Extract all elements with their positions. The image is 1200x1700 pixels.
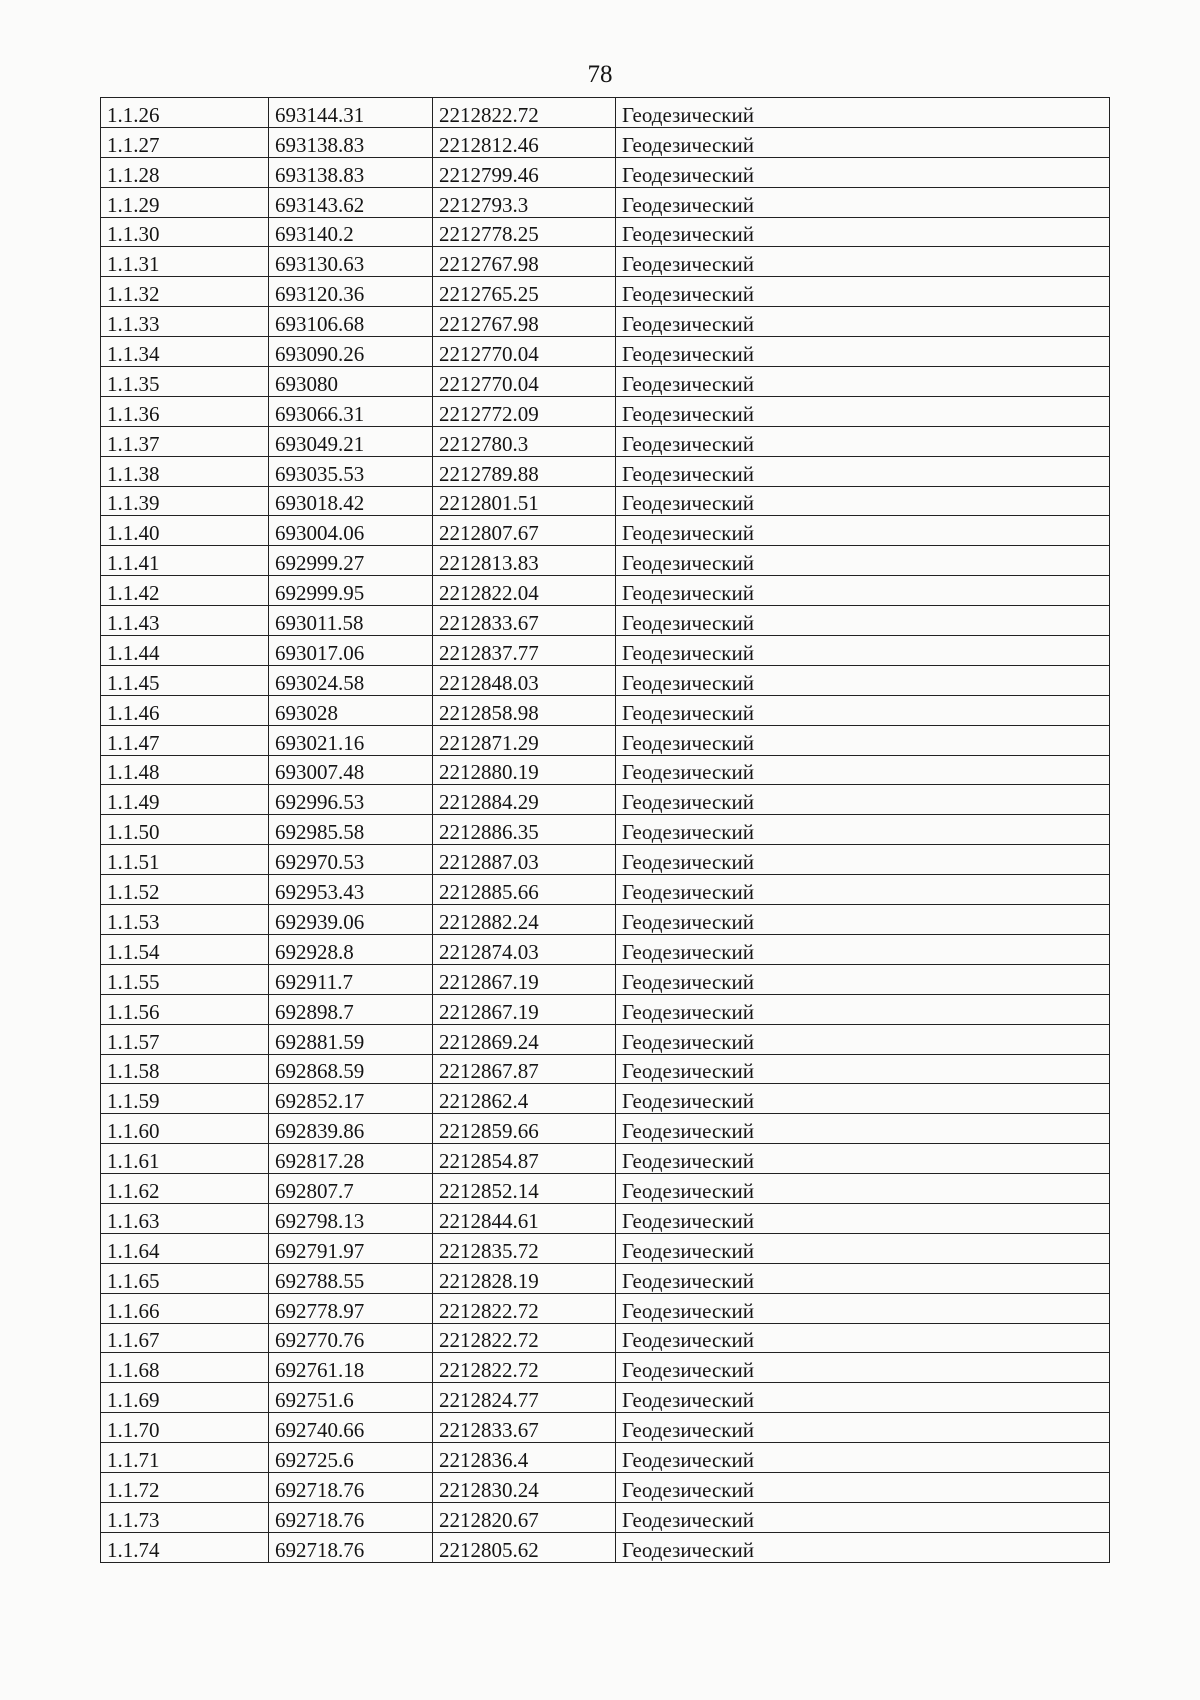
y-coordinate-cell: 2212770.04 bbox=[433, 337, 616, 367]
y-coordinate-cell: 2212822.72 bbox=[433, 98, 616, 128]
table-row bbox=[101, 964, 1110, 994]
x-coordinate-cell: 693120.36 bbox=[269, 277, 433, 307]
point-number-cell: 1.1.74 bbox=[101, 1532, 269, 1562]
point-type-cell: Геодезический bbox=[616, 127, 1110, 157]
point-type-cell: Геодезический bbox=[616, 1532, 1110, 1562]
point-number-cell: 1.1.28 bbox=[101, 157, 269, 187]
y-coordinate-cell: 2212770.04 bbox=[433, 367, 616, 397]
x-coordinate-cell: 693144.31 bbox=[269, 98, 433, 128]
y-coordinate-cell: 2212854.87 bbox=[433, 1144, 616, 1174]
point-type-cell: Геодезический bbox=[616, 1383, 1110, 1413]
table-row bbox=[101, 1443, 1110, 1473]
table-row bbox=[101, 337, 1110, 367]
point-type-cell: Геодезический bbox=[616, 934, 1110, 964]
table-row bbox=[101, 905, 1110, 935]
y-coordinate-cell: 2212822.04 bbox=[433, 576, 616, 606]
point-number-cell: 1.1.59 bbox=[101, 1084, 269, 1114]
y-coordinate-cell: 2212799.46 bbox=[433, 157, 616, 187]
y-coordinate-cell: 2212880.19 bbox=[433, 755, 616, 785]
x-coordinate-cell: 692718.76 bbox=[269, 1472, 433, 1502]
x-coordinate-cell: 692788.55 bbox=[269, 1263, 433, 1293]
point-number-cell: 1.1.67 bbox=[101, 1323, 269, 1353]
x-coordinate-cell: 692996.53 bbox=[269, 785, 433, 815]
point-type-cell: Геодезический bbox=[616, 1323, 1110, 1353]
point-type-cell: Геодезический bbox=[616, 695, 1110, 725]
point-number-cell: 1.1.56 bbox=[101, 994, 269, 1024]
x-coordinate-cell: 693130.63 bbox=[269, 247, 433, 277]
table-row bbox=[101, 546, 1110, 576]
table-row bbox=[101, 277, 1110, 307]
table-row bbox=[101, 606, 1110, 636]
point-number-cell: 1.1.33 bbox=[101, 307, 269, 337]
y-coordinate-cell: 2212833.67 bbox=[433, 606, 616, 636]
point-number-cell: 1.1.47 bbox=[101, 725, 269, 755]
point-type-cell: Геодезический bbox=[616, 815, 1110, 845]
point-type-cell: Геодезический bbox=[616, 1203, 1110, 1233]
point-type-cell: Геодезический bbox=[616, 277, 1110, 307]
table-row bbox=[101, 1054, 1110, 1084]
x-coordinate-cell: 693049.21 bbox=[269, 426, 433, 456]
point-number-cell: 1.1.64 bbox=[101, 1233, 269, 1263]
point-number-cell: 1.1.34 bbox=[101, 337, 269, 367]
x-coordinate-cell: 692778.97 bbox=[269, 1293, 433, 1323]
y-coordinate-cell: 2212820.67 bbox=[433, 1502, 616, 1532]
point-type-cell: Геодезический bbox=[616, 1502, 1110, 1532]
point-number-cell: 1.1.44 bbox=[101, 636, 269, 666]
x-coordinate-cell: 693017.06 bbox=[269, 636, 433, 666]
point-number-cell: 1.1.71 bbox=[101, 1443, 269, 1473]
x-coordinate-cell: 693007.48 bbox=[269, 755, 433, 785]
y-coordinate-cell: 2212886.35 bbox=[433, 815, 616, 845]
point-type-cell: Геодезический bbox=[616, 98, 1110, 128]
x-coordinate-cell: 693021.16 bbox=[269, 725, 433, 755]
y-coordinate-cell: 2212858.98 bbox=[433, 695, 616, 725]
point-number-cell: 1.1.31 bbox=[101, 247, 269, 277]
point-type-cell: Геодезический bbox=[616, 1443, 1110, 1473]
x-coordinate-cell: 692999.27 bbox=[269, 546, 433, 576]
x-coordinate-cell: 692807.7 bbox=[269, 1174, 433, 1204]
table-row bbox=[101, 636, 1110, 666]
point-type-cell: Геодезический bbox=[616, 1293, 1110, 1323]
y-coordinate-cell: 2212765.25 bbox=[433, 277, 616, 307]
table-row bbox=[101, 1024, 1110, 1054]
x-coordinate-cell: 692770.76 bbox=[269, 1323, 433, 1353]
table-row bbox=[101, 98, 1110, 128]
point-number-cell: 1.1.42 bbox=[101, 576, 269, 606]
point-number-cell: 1.1.66 bbox=[101, 1293, 269, 1323]
x-coordinate-cell: 692817.28 bbox=[269, 1144, 433, 1174]
point-type-cell: Геодезический bbox=[616, 1114, 1110, 1144]
x-coordinate-cell: 693024.58 bbox=[269, 665, 433, 695]
point-number-cell: 1.1.50 bbox=[101, 815, 269, 845]
point-number-cell: 1.1.69 bbox=[101, 1383, 269, 1413]
point-number-cell: 1.1.60 bbox=[101, 1114, 269, 1144]
point-number-cell: 1.1.30 bbox=[101, 217, 269, 247]
point-number-cell: 1.1.70 bbox=[101, 1413, 269, 1443]
y-coordinate-cell: 2212836.4 bbox=[433, 1443, 616, 1473]
point-type-cell: Геодезический bbox=[616, 157, 1110, 187]
x-coordinate-cell: 692718.76 bbox=[269, 1532, 433, 1562]
point-type-cell: Геодезический bbox=[616, 337, 1110, 367]
point-number-cell: 1.1.52 bbox=[101, 875, 269, 905]
table-row bbox=[101, 665, 1110, 695]
table-row bbox=[101, 1472, 1110, 1502]
y-coordinate-cell: 2212887.03 bbox=[433, 845, 616, 875]
point-type-cell: Геодезический bbox=[616, 546, 1110, 576]
y-coordinate-cell: 2212862.4 bbox=[433, 1084, 616, 1114]
point-type-cell: Геодезический bbox=[616, 785, 1110, 815]
table-row bbox=[101, 1263, 1110, 1293]
y-coordinate-cell: 2212867.19 bbox=[433, 994, 616, 1024]
point-number-cell: 1.1.54 bbox=[101, 934, 269, 964]
table-row bbox=[101, 1174, 1110, 1204]
point-type-cell: Геодезический bbox=[616, 307, 1110, 337]
point-type-cell: Геодезический bbox=[616, 994, 1110, 1024]
point-type-cell: Геодезический bbox=[616, 1263, 1110, 1293]
point-number-cell: 1.1.36 bbox=[101, 396, 269, 426]
y-coordinate-cell: 2212822.72 bbox=[433, 1353, 616, 1383]
point-type-cell: Геодезический bbox=[616, 1472, 1110, 1502]
table-row bbox=[101, 426, 1110, 456]
y-coordinate-cell: 2212789.88 bbox=[433, 456, 616, 486]
point-number-cell: 1.1.27 bbox=[101, 127, 269, 157]
x-coordinate-cell: 693080 bbox=[269, 367, 433, 397]
point-number-cell: 1.1.57 bbox=[101, 1024, 269, 1054]
x-coordinate-cell: 693028 bbox=[269, 695, 433, 725]
point-number-cell: 1.1.43 bbox=[101, 606, 269, 636]
x-coordinate-cell: 693066.31 bbox=[269, 396, 433, 426]
point-type-cell: Геодезический bbox=[616, 247, 1110, 277]
point-number-cell: 1.1.32 bbox=[101, 277, 269, 307]
x-coordinate-cell: 693090.26 bbox=[269, 337, 433, 367]
y-coordinate-cell: 2212852.14 bbox=[433, 1174, 616, 1204]
x-coordinate-cell: 693140.2 bbox=[269, 217, 433, 247]
point-type-cell: Геодезический bbox=[616, 636, 1110, 666]
table-row bbox=[101, 1084, 1110, 1114]
point-type-cell: Геодезический bbox=[616, 964, 1110, 994]
x-coordinate-cell: 692718.76 bbox=[269, 1502, 433, 1532]
point-number-cell: 1.1.39 bbox=[101, 486, 269, 516]
point-number-cell: 1.1.37 bbox=[101, 426, 269, 456]
x-coordinate-cell: 693035.53 bbox=[269, 456, 433, 486]
x-coordinate-cell: 693004.06 bbox=[269, 516, 433, 546]
point-number-cell: 1.1.40 bbox=[101, 516, 269, 546]
coordinates-table bbox=[100, 97, 1110, 1563]
y-coordinate-cell: 2212867.19 bbox=[433, 964, 616, 994]
point-number-cell: 1.1.68 bbox=[101, 1353, 269, 1383]
table-row bbox=[101, 815, 1110, 845]
y-coordinate-cell: 2212822.72 bbox=[433, 1323, 616, 1353]
y-coordinate-cell: 2212807.67 bbox=[433, 516, 616, 546]
y-coordinate-cell: 2212885.66 bbox=[433, 875, 616, 905]
point-number-cell: 1.1.72 bbox=[101, 1472, 269, 1502]
table-row bbox=[101, 486, 1110, 516]
y-coordinate-cell: 2212882.24 bbox=[433, 905, 616, 935]
table-row bbox=[101, 307, 1110, 337]
y-coordinate-cell: 2212767.98 bbox=[433, 307, 616, 337]
y-coordinate-cell: 2212822.72 bbox=[433, 1293, 616, 1323]
x-coordinate-cell: 693143.62 bbox=[269, 187, 433, 217]
point-number-cell: 1.1.38 bbox=[101, 456, 269, 486]
table-row bbox=[101, 1293, 1110, 1323]
table-row bbox=[101, 1532, 1110, 1562]
y-coordinate-cell: 2212869.24 bbox=[433, 1024, 616, 1054]
table-row bbox=[101, 1203, 1110, 1233]
y-coordinate-cell: 2212780.3 bbox=[433, 426, 616, 456]
table-row bbox=[101, 1353, 1110, 1383]
table-row bbox=[101, 1323, 1110, 1353]
table-row bbox=[101, 875, 1110, 905]
y-coordinate-cell: 2212835.72 bbox=[433, 1233, 616, 1263]
point-type-cell: Геодезический bbox=[616, 486, 1110, 516]
table-row bbox=[101, 755, 1110, 785]
x-coordinate-cell: 692911.7 bbox=[269, 964, 433, 994]
point-number-cell: 1.1.61 bbox=[101, 1144, 269, 1174]
table-row bbox=[101, 187, 1110, 217]
y-coordinate-cell: 2212871.29 bbox=[433, 725, 616, 755]
point-number-cell: 1.1.51 bbox=[101, 845, 269, 875]
point-number-cell: 1.1.26 bbox=[101, 98, 269, 128]
y-coordinate-cell: 2212833.67 bbox=[433, 1413, 616, 1443]
point-type-cell: Геодезический bbox=[616, 1413, 1110, 1443]
table-row bbox=[101, 516, 1110, 546]
y-coordinate-cell: 2212805.62 bbox=[433, 1532, 616, 1562]
x-coordinate-cell: 692791.97 bbox=[269, 1233, 433, 1263]
point-number-cell: 1.1.62 bbox=[101, 1174, 269, 1204]
y-coordinate-cell: 2212844.61 bbox=[433, 1203, 616, 1233]
point-type-cell: Геодезический bbox=[616, 516, 1110, 546]
table-row bbox=[101, 1233, 1110, 1263]
page-number: 78 bbox=[587, 61, 613, 88]
y-coordinate-cell: 2212837.77 bbox=[433, 636, 616, 666]
point-number-cell: 1.1.48 bbox=[101, 755, 269, 785]
point-type-cell: Геодезический bbox=[616, 1233, 1110, 1263]
y-coordinate-cell: 2212824.77 bbox=[433, 1383, 616, 1413]
x-coordinate-cell: 693138.83 bbox=[269, 157, 433, 187]
point-type-cell: Геодезический bbox=[616, 396, 1110, 426]
point-type-cell: Геодезический bbox=[616, 1353, 1110, 1383]
point-type-cell: Геодезический bbox=[616, 1144, 1110, 1174]
point-type-cell: Геодезический bbox=[616, 725, 1110, 755]
x-coordinate-cell: 692928.8 bbox=[269, 934, 433, 964]
point-number-cell: 1.1.63 bbox=[101, 1203, 269, 1233]
table-row bbox=[101, 695, 1110, 725]
x-coordinate-cell: 693018.42 bbox=[269, 486, 433, 516]
table-row bbox=[101, 1114, 1110, 1144]
point-type-cell: Геодезический bbox=[616, 426, 1110, 456]
point-type-cell: Геодезический bbox=[616, 576, 1110, 606]
point-number-cell: 1.1.46 bbox=[101, 695, 269, 725]
point-number-cell: 1.1.58 bbox=[101, 1054, 269, 1084]
x-coordinate-cell: 692761.18 bbox=[269, 1353, 433, 1383]
x-coordinate-cell: 692868.59 bbox=[269, 1054, 433, 1084]
x-coordinate-cell: 693011.58 bbox=[269, 606, 433, 636]
x-coordinate-cell: 692898.7 bbox=[269, 994, 433, 1024]
table-row bbox=[101, 157, 1110, 187]
point-number-cell: 1.1.35 bbox=[101, 367, 269, 397]
point-type-cell: Геодезический bbox=[616, 755, 1110, 785]
y-coordinate-cell: 2212801.51 bbox=[433, 486, 616, 516]
point-number-cell: 1.1.45 bbox=[101, 665, 269, 695]
y-coordinate-cell: 2212767.98 bbox=[433, 247, 616, 277]
x-coordinate-cell: 692881.59 bbox=[269, 1024, 433, 1054]
point-type-cell: Геодезический bbox=[616, 665, 1110, 695]
point-number-cell: 1.1.65 bbox=[101, 1263, 269, 1293]
table-row bbox=[101, 217, 1110, 247]
table-row bbox=[101, 127, 1110, 157]
point-type-cell: Геодезический bbox=[616, 1054, 1110, 1084]
point-type-cell: Геодезический bbox=[616, 875, 1110, 905]
y-coordinate-cell: 2212778.25 bbox=[433, 217, 616, 247]
x-coordinate-cell: 692751.6 bbox=[269, 1383, 433, 1413]
y-coordinate-cell: 2212793.3 bbox=[433, 187, 616, 217]
table-row bbox=[101, 247, 1110, 277]
table-row bbox=[101, 367, 1110, 397]
table-row bbox=[101, 576, 1110, 606]
table-row bbox=[101, 1383, 1110, 1413]
point-type-cell: Геодезический bbox=[616, 1174, 1110, 1204]
x-coordinate-cell: 692740.66 bbox=[269, 1413, 433, 1443]
table-row bbox=[101, 934, 1110, 964]
table-row bbox=[101, 785, 1110, 815]
x-coordinate-cell: 692985.58 bbox=[269, 815, 433, 845]
x-coordinate-cell: 692939.06 bbox=[269, 905, 433, 935]
y-coordinate-cell: 2212830.24 bbox=[433, 1472, 616, 1502]
point-type-cell: Геодезический bbox=[616, 367, 1110, 397]
point-type-cell: Геодезический bbox=[616, 845, 1110, 875]
point-number-cell: 1.1.53 bbox=[101, 905, 269, 935]
y-coordinate-cell: 2212813.83 bbox=[433, 546, 616, 576]
x-coordinate-cell: 692839.86 bbox=[269, 1114, 433, 1144]
table-row bbox=[101, 1144, 1110, 1174]
x-coordinate-cell: 692852.17 bbox=[269, 1084, 433, 1114]
table-row bbox=[101, 396, 1110, 426]
y-coordinate-cell: 2212874.03 bbox=[433, 934, 616, 964]
point-type-cell: Геодезический bbox=[616, 1084, 1110, 1114]
x-coordinate-cell: 692798.13 bbox=[269, 1203, 433, 1233]
y-coordinate-cell: 2212812.46 bbox=[433, 127, 616, 157]
x-coordinate-cell: 692725.6 bbox=[269, 1443, 433, 1473]
x-coordinate-cell: 693106.68 bbox=[269, 307, 433, 337]
point-type-cell: Геодезический bbox=[616, 217, 1110, 247]
table-row bbox=[101, 725, 1110, 755]
point-number-cell: 1.1.73 bbox=[101, 1502, 269, 1532]
table-row bbox=[101, 1502, 1110, 1532]
point-type-cell: Геодезический bbox=[616, 456, 1110, 486]
y-coordinate-cell: 2212848.03 bbox=[433, 665, 616, 695]
y-coordinate-cell: 2212884.29 bbox=[433, 785, 616, 815]
point-type-cell: Геодезический bbox=[616, 187, 1110, 217]
table-row bbox=[101, 994, 1110, 1024]
point-number-cell: 1.1.49 bbox=[101, 785, 269, 815]
coordinates-table-body bbox=[101, 98, 1110, 1563]
x-coordinate-cell: 692999.95 bbox=[269, 576, 433, 606]
table-row bbox=[101, 456, 1110, 486]
y-coordinate-cell: 2212859.66 bbox=[433, 1114, 616, 1144]
point-type-cell: Геодезический bbox=[616, 1024, 1110, 1054]
point-type-cell: Геодезический bbox=[616, 905, 1110, 935]
y-coordinate-cell: 2212867.87 bbox=[433, 1054, 616, 1084]
x-coordinate-cell: 692970.53 bbox=[269, 845, 433, 875]
table-row bbox=[101, 845, 1110, 875]
x-coordinate-cell: 693138.83 bbox=[269, 127, 433, 157]
point-number-cell: 1.1.41 bbox=[101, 546, 269, 576]
y-coordinate-cell: 2212828.19 bbox=[433, 1263, 616, 1293]
point-type-cell: Геодезический bbox=[616, 606, 1110, 636]
table-row bbox=[101, 1413, 1110, 1443]
point-number-cell: 1.1.55 bbox=[101, 964, 269, 994]
point-number-cell: 1.1.29 bbox=[101, 187, 269, 217]
x-coordinate-cell: 692953.43 bbox=[269, 875, 433, 905]
y-coordinate-cell: 2212772.09 bbox=[433, 396, 616, 426]
